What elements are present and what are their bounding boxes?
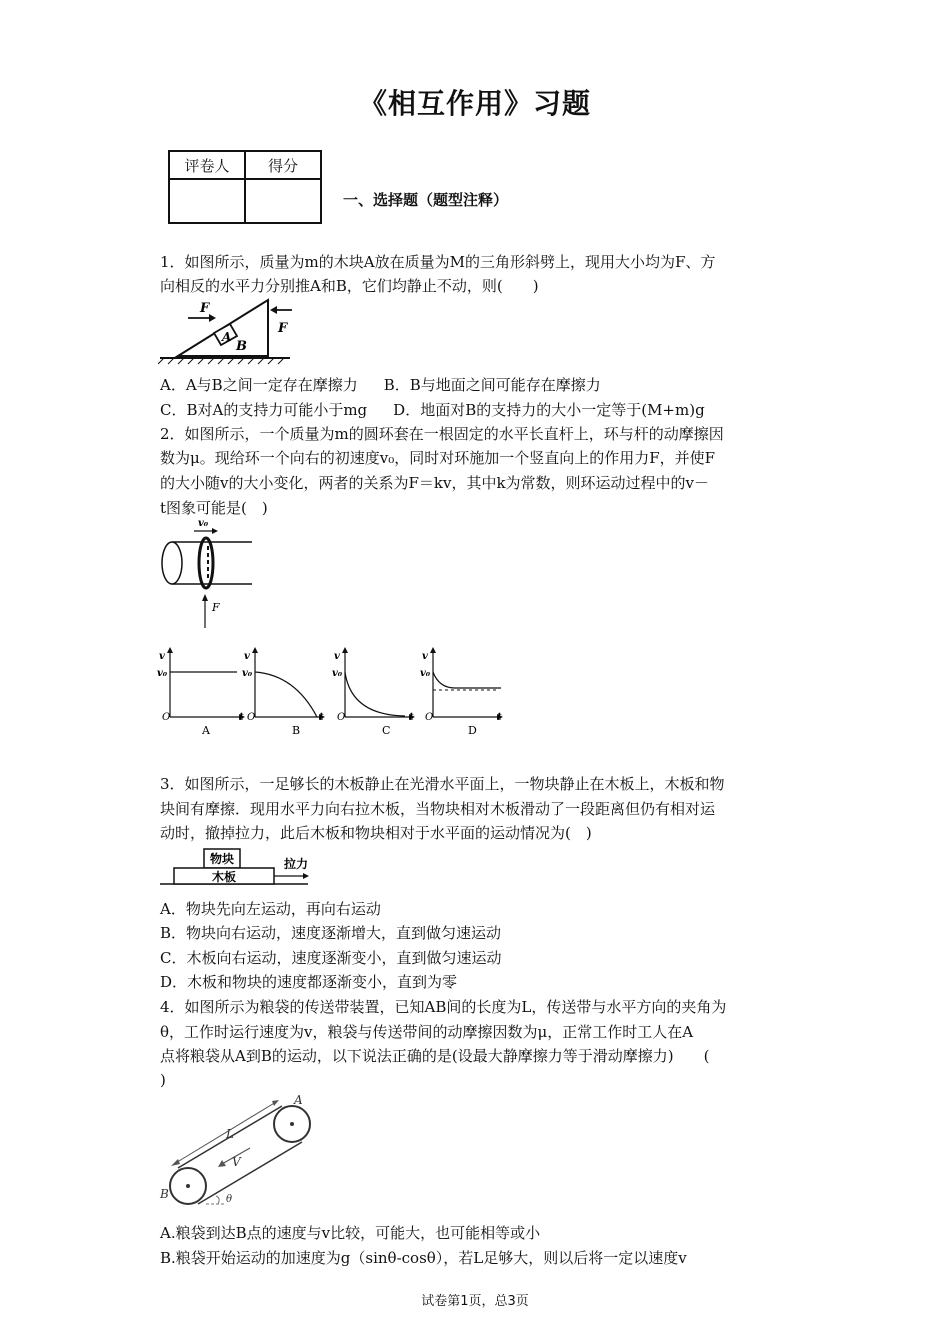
page-title: 《相互作用》习题 <box>358 87 591 120</box>
q1-label-b: B <box>236 339 247 354</box>
q4-option-b[interactable]: B.粮袋开始运动的加速度为g（sinθ-cosθ），若L足够大，则以后将一定以速度v <box>160 1249 687 1267</box>
q4-label-b: B <box>160 1187 169 1201</box>
graph-c-t-label: t <box>409 712 414 723</box>
q3-board-figure <box>158 846 314 890</box>
graph-d-o-label: O <box>425 712 434 723</box>
q1-options-row1 <box>160 373 792 398</box>
q1-label-f-right: F <box>278 321 288 336</box>
q1-options-row2 <box>160 398 792 423</box>
score-header: 得分 <box>245 151 321 179</box>
q3-stem-line1: 3．如图所示，一足够长的木板静止在光滑水平面上，一物块静止在木板上，木板和物 <box>160 775 725 793</box>
q1-stem-line2: 向相反的水平力分别推A和B，它们均静止不动，则( ) <box>160 277 539 295</box>
graph-c-v-label: v <box>334 651 340 662</box>
graph-d-v0-label: v₀ <box>420 668 431 679</box>
q4-option-a[interactable]: A.粮袋到达B点的速度与v比较，可能大，也可能相等或小 <box>160 1224 541 1242</box>
graph-c-v0-label: v₀ <box>332 668 343 679</box>
graph-b-t-label: t <box>319 712 324 723</box>
q3-label-pull: 拉力 <box>284 857 309 871</box>
q3-label-block: 物块 <box>209 852 235 866</box>
q2-stem-line3: 的大小随v的大小变化，两者的关系为F＝kv，其中k为常数，则环运动过程中的v－ <box>160 474 710 492</box>
graph-c-o-label: O <box>337 712 346 723</box>
graph-d-v-label: v <box>422 651 428 662</box>
q3-stem-line3: 动时，撤掉拉力，此后木板和物块相对于水平面的运动情况为( ) <box>160 824 592 842</box>
graph-a[interactable] <box>157 647 245 737</box>
ring <box>199 538 213 588</box>
q4-label-l: L <box>226 1127 234 1141</box>
grader-cell[interactable] <box>169 179 245 223</box>
graph-a-o-label: O <box>162 712 171 723</box>
q2-stem-line1: 2．如图所示，一个质量为m的圆环套在一根固定的水平长直杆上，环与杆的动摩擦因 <box>160 425 724 443</box>
grader-header: 评卷人 <box>169 151 245 179</box>
graph-b-v-label: v <box>244 651 250 662</box>
graph-d-t-label: t <box>497 712 502 723</box>
graph-a-v-label: v <box>159 651 165 662</box>
graph-b[interactable] <box>242 647 325 737</box>
q1-stem-line1: 1．如图所示，质量为m的木块A放在质量为M的三角形斜劈上，现用大小均为F、方 <box>160 253 716 271</box>
graph-a-v0-label: v₀ <box>157 668 168 679</box>
q3-option-c[interactable]: C．木板向右运动，速度逐渐变小，直到做匀速运动 <box>160 949 502 967</box>
q3-option-a[interactable]: A．物块先向左运动，再向右运动 <box>160 900 381 918</box>
graph-d[interactable] <box>420 647 503 737</box>
graph-b-v0-label: v₀ <box>242 668 253 679</box>
q2-label-v0: v₀ <box>198 518 209 529</box>
q4-stem-line4: ) <box>160 1071 166 1089</box>
q4-stem-line2: θ，工作时运行速度为v，粮袋与传送带间的动摩擦因数为μ，正常工作时工人在A <box>160 1023 694 1041</box>
graph-a-label: A <box>202 724 210 737</box>
q1-label-f-left: F <box>200 301 210 316</box>
q3-stem-line2: 块间有摩擦．现用水平力向右拉木板，当物块相对木板滑动了一段距离但仍有相对运 <box>160 800 716 818</box>
q4-stem-line1: 4．如图所示为粮袋的传送带装置，已知AB间的长度为L，传送带与水平方向的夹角为 <box>160 998 727 1016</box>
graph-a-t-label: t <box>239 712 244 723</box>
q4-label-a: A <box>294 1093 303 1107</box>
page-footer: 试卷第1页，总3页 <box>421 1294 529 1309</box>
q2-ring-figure <box>158 516 258 632</box>
q4-label-v: V <box>232 1155 241 1169</box>
graph-d-label: D <box>468 724 477 737</box>
graph-c[interactable] <box>332 647 415 737</box>
q4-conveyor-figure <box>158 1092 328 1212</box>
q1-option-c[interactable]: C．B对A的支持力可能小于mg <box>160 401 368 419</box>
graph-b-label: B <box>292 724 301 737</box>
q1-option-d[interactable]: D．地面对B的支持力的大小一定等于(M+m)g <box>393 401 705 419</box>
section-title: 一、选择题（题型注释） <box>343 191 509 209</box>
graph-c-label: C <box>382 724 391 737</box>
q4-label-theta: θ <box>226 1194 233 1205</box>
q2-stem-line4: t图象可能是( ) <box>160 499 268 517</box>
q1-option-b[interactable]: B．B与地面之间可能存在摩擦力 <box>383 376 601 394</box>
q1-wedge-figure <box>158 296 294 368</box>
q1-option-a[interactable]: A．A与B之间一定存在摩擦力 <box>160 376 358 394</box>
q1-label-a: A <box>222 330 232 344</box>
graph-b-o-label: O <box>247 712 256 723</box>
q4-stem-line3: 点将粮袋从A到B的运动，以下说法正确的是(设最大静摩擦力等于滑动摩擦力) ( <box>160 1047 710 1065</box>
q2-label-f: F <box>212 601 220 614</box>
q2-stem-line2: 数为μ。现给环一个向右的初速度v₀，同时对环施加一个竖直向上的作用力F，并使F <box>160 449 716 467</box>
score-cell[interactable] <box>245 179 321 223</box>
q3-label-board: 木板 <box>211 870 237 884</box>
q3-option-b[interactable]: B．物块向右运动，速度逐渐增大，直到做匀速运动 <box>160 924 502 942</box>
q2-vt-graphs <box>155 643 515 743</box>
score-table <box>168 150 322 224</box>
q3-option-d[interactable]: D．木板和物块的速度都逐渐变小，直到为零 <box>160 973 458 991</box>
